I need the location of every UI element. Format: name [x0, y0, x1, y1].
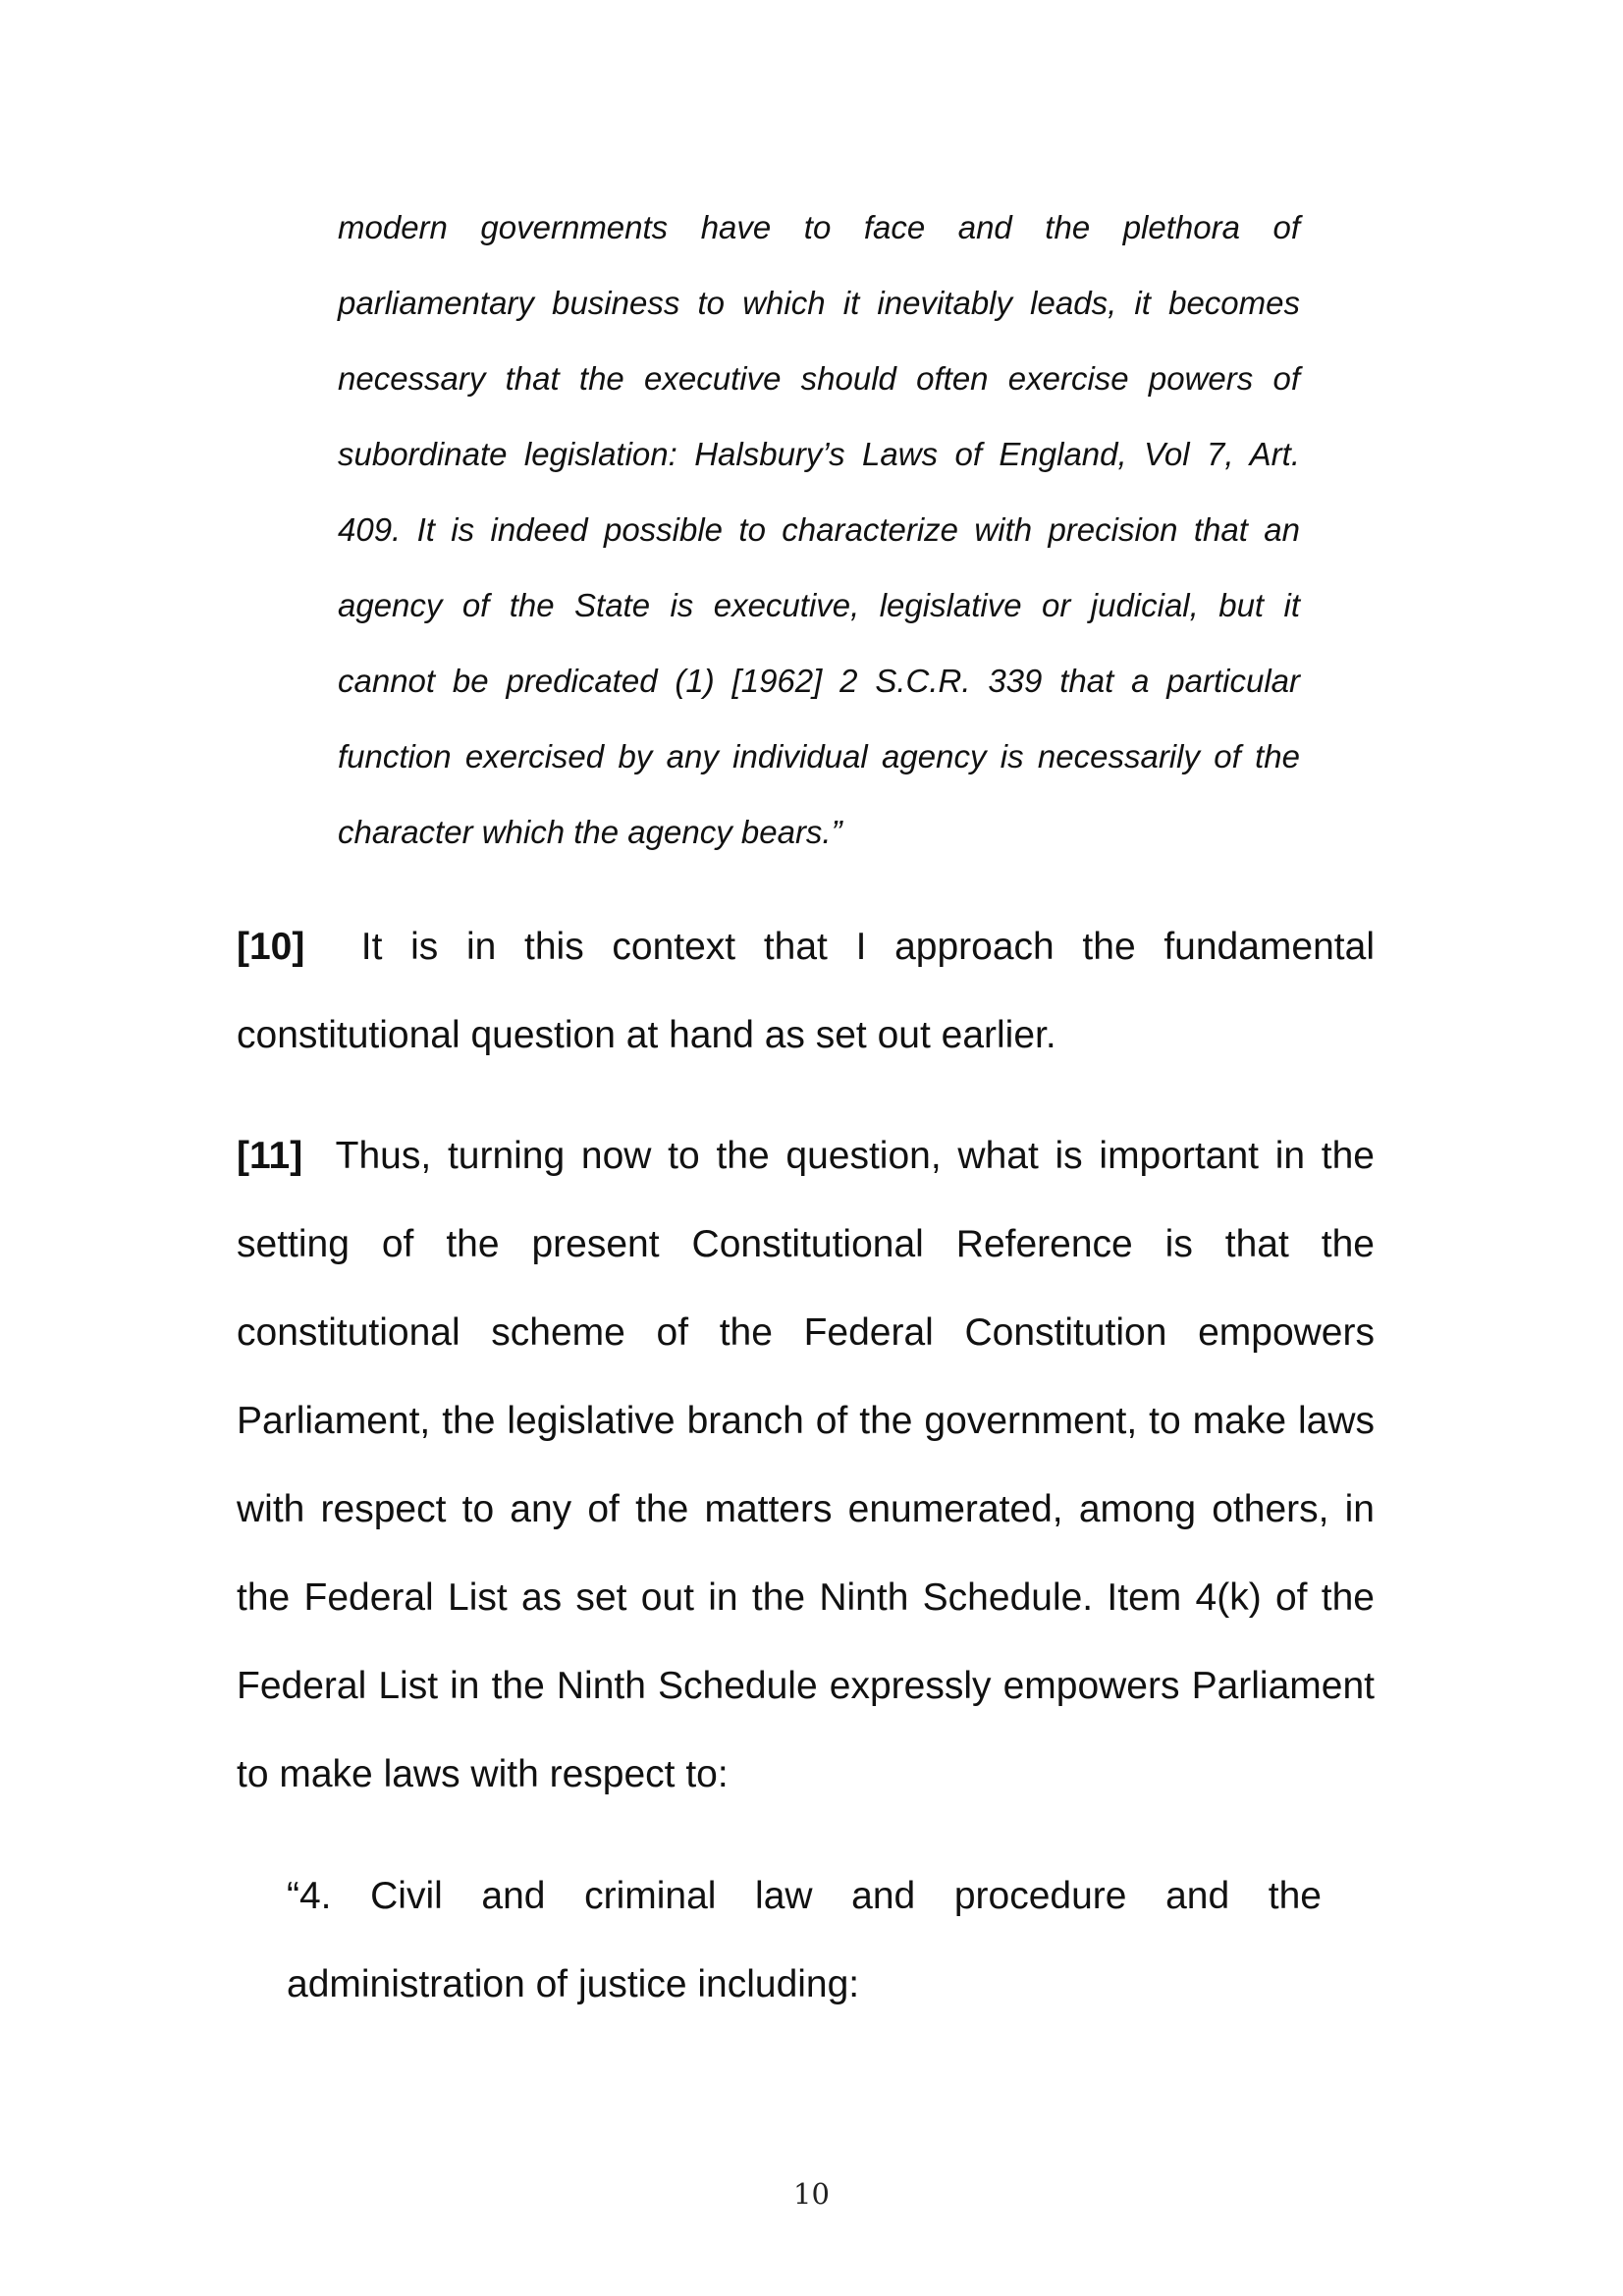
paragraph-11: [237, 1112, 1375, 1819]
paragraph-line: the Federal List as set out in the Ninth Schedule. Item 4(k) of the: [237, 1576, 1375, 1619]
paragraph-10: [237, 903, 1375, 1080]
quote-line: necessary that the executive should often exercise powers of: [338, 360, 1300, 397]
paragraph-line: with respect to any of the matters enumerated, among others, in: [237, 1488, 1375, 1530]
schedule-item-line: “4. Civil and criminal law and procedure and the: [287, 1875, 1322, 1917]
paragraph-line: to make laws with respect to:: [237, 1753, 729, 1795]
quote-line: parliamentary business to which it inevitably leads, it becomes: [338, 285, 1300, 321]
paragraph-number: [10]: [237, 926, 305, 968]
quote-line: subordinate legislation: Halsbury’s Laws of England, Vol 7, Art.: [338, 436, 1300, 472]
paragraph-text: Thus, turning now to the question, what is important in the: [335, 1135, 1375, 1177]
paragraph-line: setting of the present Constitutional Reference is that the: [237, 1223, 1375, 1265]
schedule-item-quote: [287, 1852, 1322, 2029]
quote-line: 409. It is indeed possible to characterize with precision that an: [338, 511, 1300, 548]
paragraph-line: [237, 903, 1375, 991]
paragraph-line: Federal List in the Ninth Schedule expressly empowers Parliament: [237, 1665, 1375, 1707]
block-quote: [338, 189, 1300, 870]
quote-line: function exercised by any individual agency is necessarily of the: [338, 738, 1300, 774]
page-number: 10: [793, 2177, 830, 2211]
paragraph-line: constitutional scheme of the Federal Constitution empowers: [237, 1311, 1375, 1354]
quote-line: character which the agency bears.”: [338, 814, 842, 850]
quote-line: agency of the State is executive, legislative or judicial, but it: [338, 587, 1300, 623]
paragraph-line: [237, 1112, 1375, 1201]
quote-line: modern governments have to face and the plethora of: [338, 209, 1300, 245]
paragraph-line: constitutional question at hand as set out earlier.: [237, 1014, 1056, 1056]
quote-line: cannot be predicated (1) [1962] 2 S.C.R. 339 that a particular: [338, 663, 1300, 699]
paragraph-line: Parliament, the legislative branch of the government, to make laws: [237, 1400, 1375, 1442]
schedule-item-line: administration of justice including:: [287, 1963, 860, 2005]
paragraph-text: It is in this context that I approach the fundamental: [360, 926, 1375, 968]
paragraph-number: [11]: [237, 1135, 303, 1177]
